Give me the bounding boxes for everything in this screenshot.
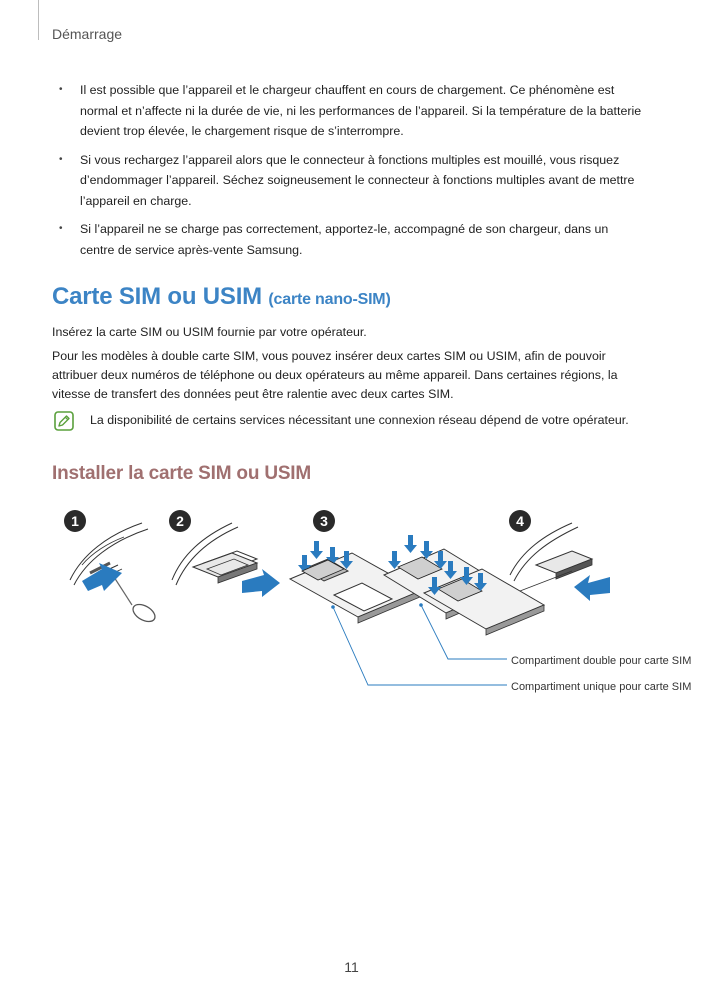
step1-phone-and-pin-illustration <box>70 523 158 625</box>
section-title-main: Carte SIM ou USIM <box>52 283 262 310</box>
bullet-item: • Si l’appareil ne se charge pas correctement, apportez-le, accompagné de son chargeur, dans un centre de service après-vente Samsung. <box>52 219 642 260</box>
sim-installation-figure <box>52 505 692 700</box>
step-number: 3 <box>313 510 335 532</box>
step-number: 2 <box>169 510 191 532</box>
callout-single-sim-tray: Compartiment unique pour carte SIM <box>511 681 692 693</box>
section-label: Démarrage <box>52 26 123 42</box>
note-text: La disponibilité de certains services nécessitant une connexion réseau dépend de votre opérateur. <box>90 413 629 427</box>
header-rule <box>38 0 39 40</box>
step2-tray-removal-illustration <box>172 523 280 597</box>
body-paragraph: Pour les modèles à double carte SIM, vous pouvez insérer deux cartes SIM ou USIM, afin de pouvoir attribuer deux numéros de téléphone ou deux opérateurs au même appareil. Dans certaines régions, la vitesse de transfert des données peut être ralentie avec deux cartes SIM. <box>52 349 618 401</box>
step-number: 4 <box>509 510 531 532</box>
section-title-sub: (carte nano-SIM) <box>268 291 391 308</box>
subsection-title: Installer la carte SIM ou USIM <box>52 463 312 484</box>
note-pencil-icon <box>54 411 74 431</box>
step4-tray-insertion-illustration <box>510 523 610 601</box>
intro-paragraph: Insérez la carte SIM ou USIM fournie par votre opérateur. <box>52 325 367 339</box>
note-block <box>52 411 647 433</box>
bullet-item: • Il est possible que l’appareil et le chargeur chauffent en cours de chargement. Ce phénomène est normal et n’affecte ni la durée de vie, ni les performances de l’appareil. Si la température de la batterie devient trop élevée, le chargement risque de s’interrompre. <box>52 80 642 142</box>
callout-dual-sim-tray: Compartiment double pour carte SIM <box>511 655 692 667</box>
section-title <box>52 283 391 311</box>
step3-dual-sim-tray-illustration <box>384 535 544 635</box>
charging-notes <box>52 80 642 268</box>
page-number: 11 <box>344 959 359 975</box>
step-number: 1 <box>64 510 86 532</box>
bullet-item: • Si vous rechargez l’appareil alors que le connecteur à fonctions multiples est mouillé, vous risquez d’endommager l’appareil. Séchez soigneusement le connecteur à fonctions multiples avant de mettre l’appareil en charge. <box>52 150 642 212</box>
